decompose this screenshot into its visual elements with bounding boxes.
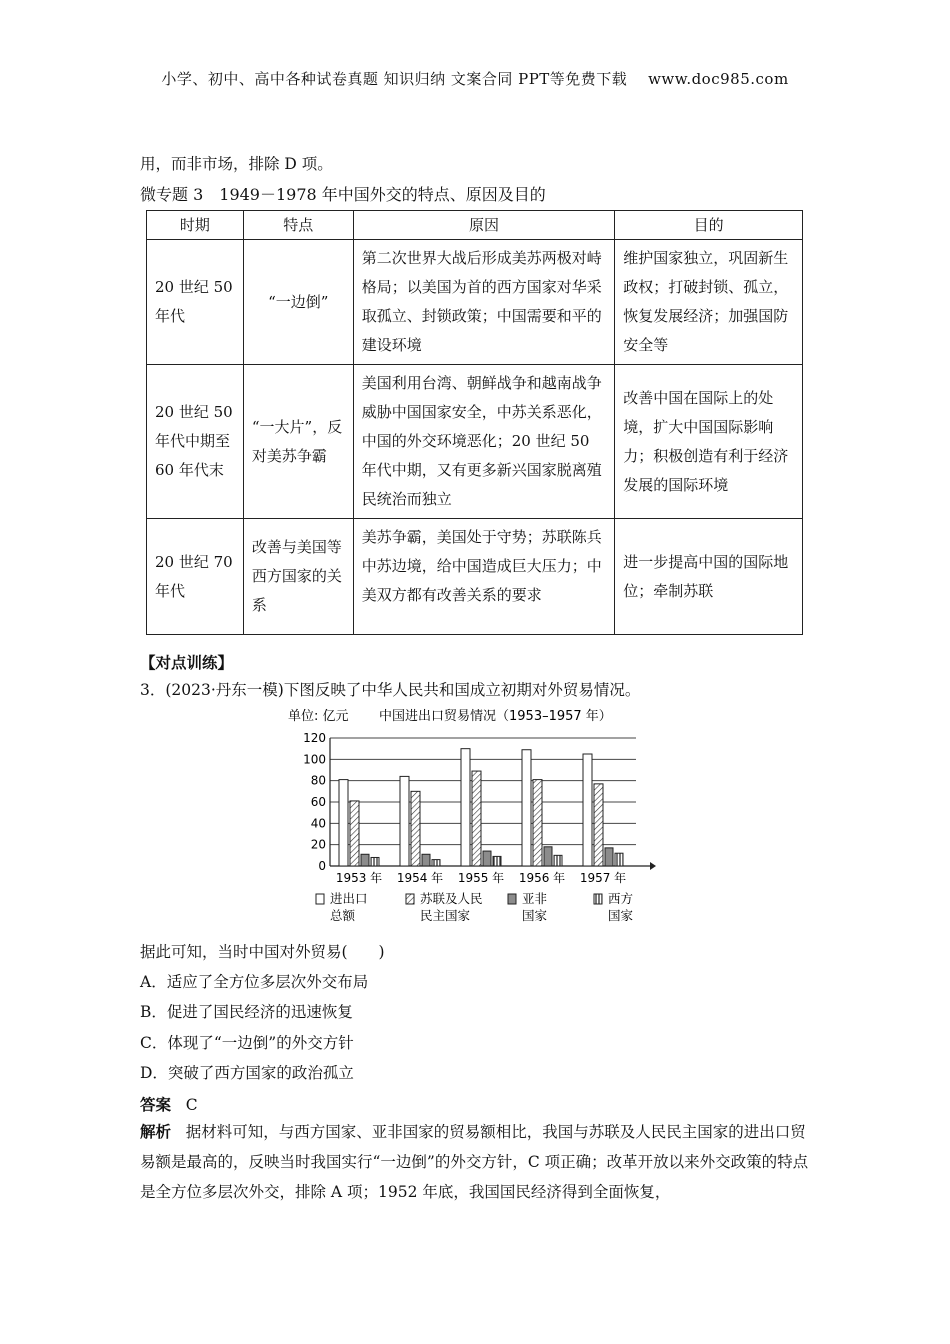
bar (583, 754, 592, 866)
answer-label: 答案 (140, 1095, 172, 1114)
bar (422, 854, 430, 866)
y-tick-label: 0 (318, 859, 326, 873)
cell-period: 20 世纪 50 年代 (147, 240, 244, 365)
header-purpose: 目的 (615, 211, 803, 240)
bar (432, 860, 440, 866)
practice-label: 【对点训练】 (140, 653, 234, 672)
analysis-paragraph (140, 1117, 815, 1207)
y-tick-label: 100 (303, 752, 326, 767)
option-d[interactable]: D．突破了西方国家的政治孤立 (140, 1064, 354, 1082)
bar (594, 784, 603, 866)
question-stem: 据此可知，当时中国对外贸易( ) (140, 943, 385, 961)
cell-feature: “一边倒” (243, 240, 353, 365)
cell-feature: “一大片”，反对美苏争霸 (243, 365, 353, 519)
x-tick-label: 1954 年 (396, 871, 444, 885)
bar (615, 853, 623, 866)
cell-purpose: 改善中国在国际上的处境，扩大中国国际影响力；积极创造有利于经济发展的国际环境 (615, 365, 803, 519)
cell-period: 20 世纪 70 年代 (147, 519, 244, 635)
legend-label: 西方 (608, 891, 634, 906)
legend-label: 总额 (330, 908, 356, 923)
table-row (147, 519, 803, 635)
header-feature: 特点 (243, 211, 353, 240)
x-tick-label: 1955 年 (457, 871, 505, 885)
cell-reason: 第二次世界大战后形成美苏两极对峙格局；以美国为首的西方国家对华采取孤立、封锁政策；中国需要和平的建设环境 (353, 240, 615, 365)
cell-purpose: 进一步提高中国的国际地位；牵制苏联 (615, 519, 803, 635)
x-tick-label: 1953 年 (335, 871, 383, 885)
legend-label: 国家 (522, 908, 548, 923)
intro-line: 用，而非市场，排除 D 项。 (140, 155, 333, 173)
bar (493, 856, 501, 866)
legend-label: 苏联及人民 (420, 891, 483, 906)
legend-swatch (508, 894, 516, 904)
legend-swatch (594, 894, 602, 904)
header-period: 时期 (147, 211, 244, 240)
x-tick-label: 1957 年 (579, 871, 627, 885)
bar (483, 851, 491, 866)
answer-line (140, 1093, 198, 1115)
bar (544, 847, 552, 866)
chart-unit-label: 单位: 亿元 (288, 709, 349, 724)
bar (400, 776, 409, 866)
bar (350, 801, 359, 866)
legend-label: 国家 (608, 908, 634, 923)
section-title: 微专题 3 1949－1978 年中国外交的特点、原因及目的 (140, 185, 546, 204)
y-tick-label: 40 (310, 816, 326, 831)
header-reason: 原因 (353, 211, 615, 240)
y-tick-label: 120 (303, 731, 326, 745)
bar (472, 771, 481, 866)
option-c[interactable]: C．体现了“一边倒”的外交方针 (140, 1034, 354, 1052)
cell-period: 20 世纪 50 年代中期至 60 年代末 (147, 365, 244, 519)
bar (522, 750, 531, 866)
option-a[interactable]: A．适应了全方位多层次外交布局 (140, 973, 369, 991)
table-row (147, 240, 803, 365)
y-tick-label: 80 (310, 773, 326, 788)
answer-value: C (185, 1096, 198, 1114)
bar (339, 780, 348, 866)
legend-label: 进出口 (330, 891, 368, 906)
chart-title: 中国进出口贸易情况（1953–1957 年） (379, 709, 612, 724)
y-tick-label: 20 (310, 837, 326, 852)
legend-swatch (316, 894, 324, 904)
trade-chart (286, 702, 666, 930)
table-row (147, 365, 803, 519)
analysis-text: 据材料可知，与西方国家、亚非国家的贸易额相比，我国与苏联及人民民主国家的进出口贸易额是最高的，反映当时我国实行“一边倒”的外交方针，C 项正确；改革开放以来外交政策的特点是全方位多层次外交，排除 A 项；1952 年底，我国国民经济得到全面恢复， (140, 1123, 809, 1201)
y-tick-label: 60 (310, 795, 326, 809)
bar (533, 780, 542, 866)
legend-swatch (406, 894, 414, 904)
legend-label: 亚非 (522, 891, 548, 906)
analysis-label: 解析 (140, 1122, 172, 1141)
x-tick-label: 1956 年 (518, 871, 566, 885)
option-b[interactable]: B．促进了国民经济的迅速恢复 (140, 1003, 353, 1021)
bar (554, 855, 562, 866)
bar (371, 857, 379, 866)
x-axis-arrow (650, 862, 656, 870)
cell-purpose: 维护国家独立，巩固新生政权；打破封锁、孤立，恢复发展经济；加强国防安全等 (615, 240, 803, 365)
cell-feature: 改善与美国等西方国家的关系 (243, 519, 353, 635)
bar (411, 791, 420, 866)
cell-reason: 美国利用台湾、朝鲜战争和越南战争威胁中国国家安全，中苏关系恶化，中国的外交环境恶化；20 世纪 50 年代中期，又有更多新兴国家脱离殖民统治而独立 (353, 365, 615, 519)
table-header-row (147, 211, 803, 240)
diplomacy-table (146, 210, 803, 635)
question-text: 3．(2023·丹东一模)下图反映了中华人民共和国成立初期对外贸易情况。 (140, 681, 641, 699)
legend-label: 民主国家 (420, 908, 471, 923)
bar (361, 854, 369, 866)
bar (605, 848, 613, 866)
cell-reason: 美苏争霸，美国处于守势；苏联陈兵中苏边境，给中国造成巨大压力；中美双方都有改善关系的要求 (353, 519, 615, 635)
bar (461, 749, 470, 866)
page-header: 小学、初中、高中各种试卷真题 知识归纳 文案合同 PPT等免费下载 www.doc985.com (161, 70, 789, 88)
